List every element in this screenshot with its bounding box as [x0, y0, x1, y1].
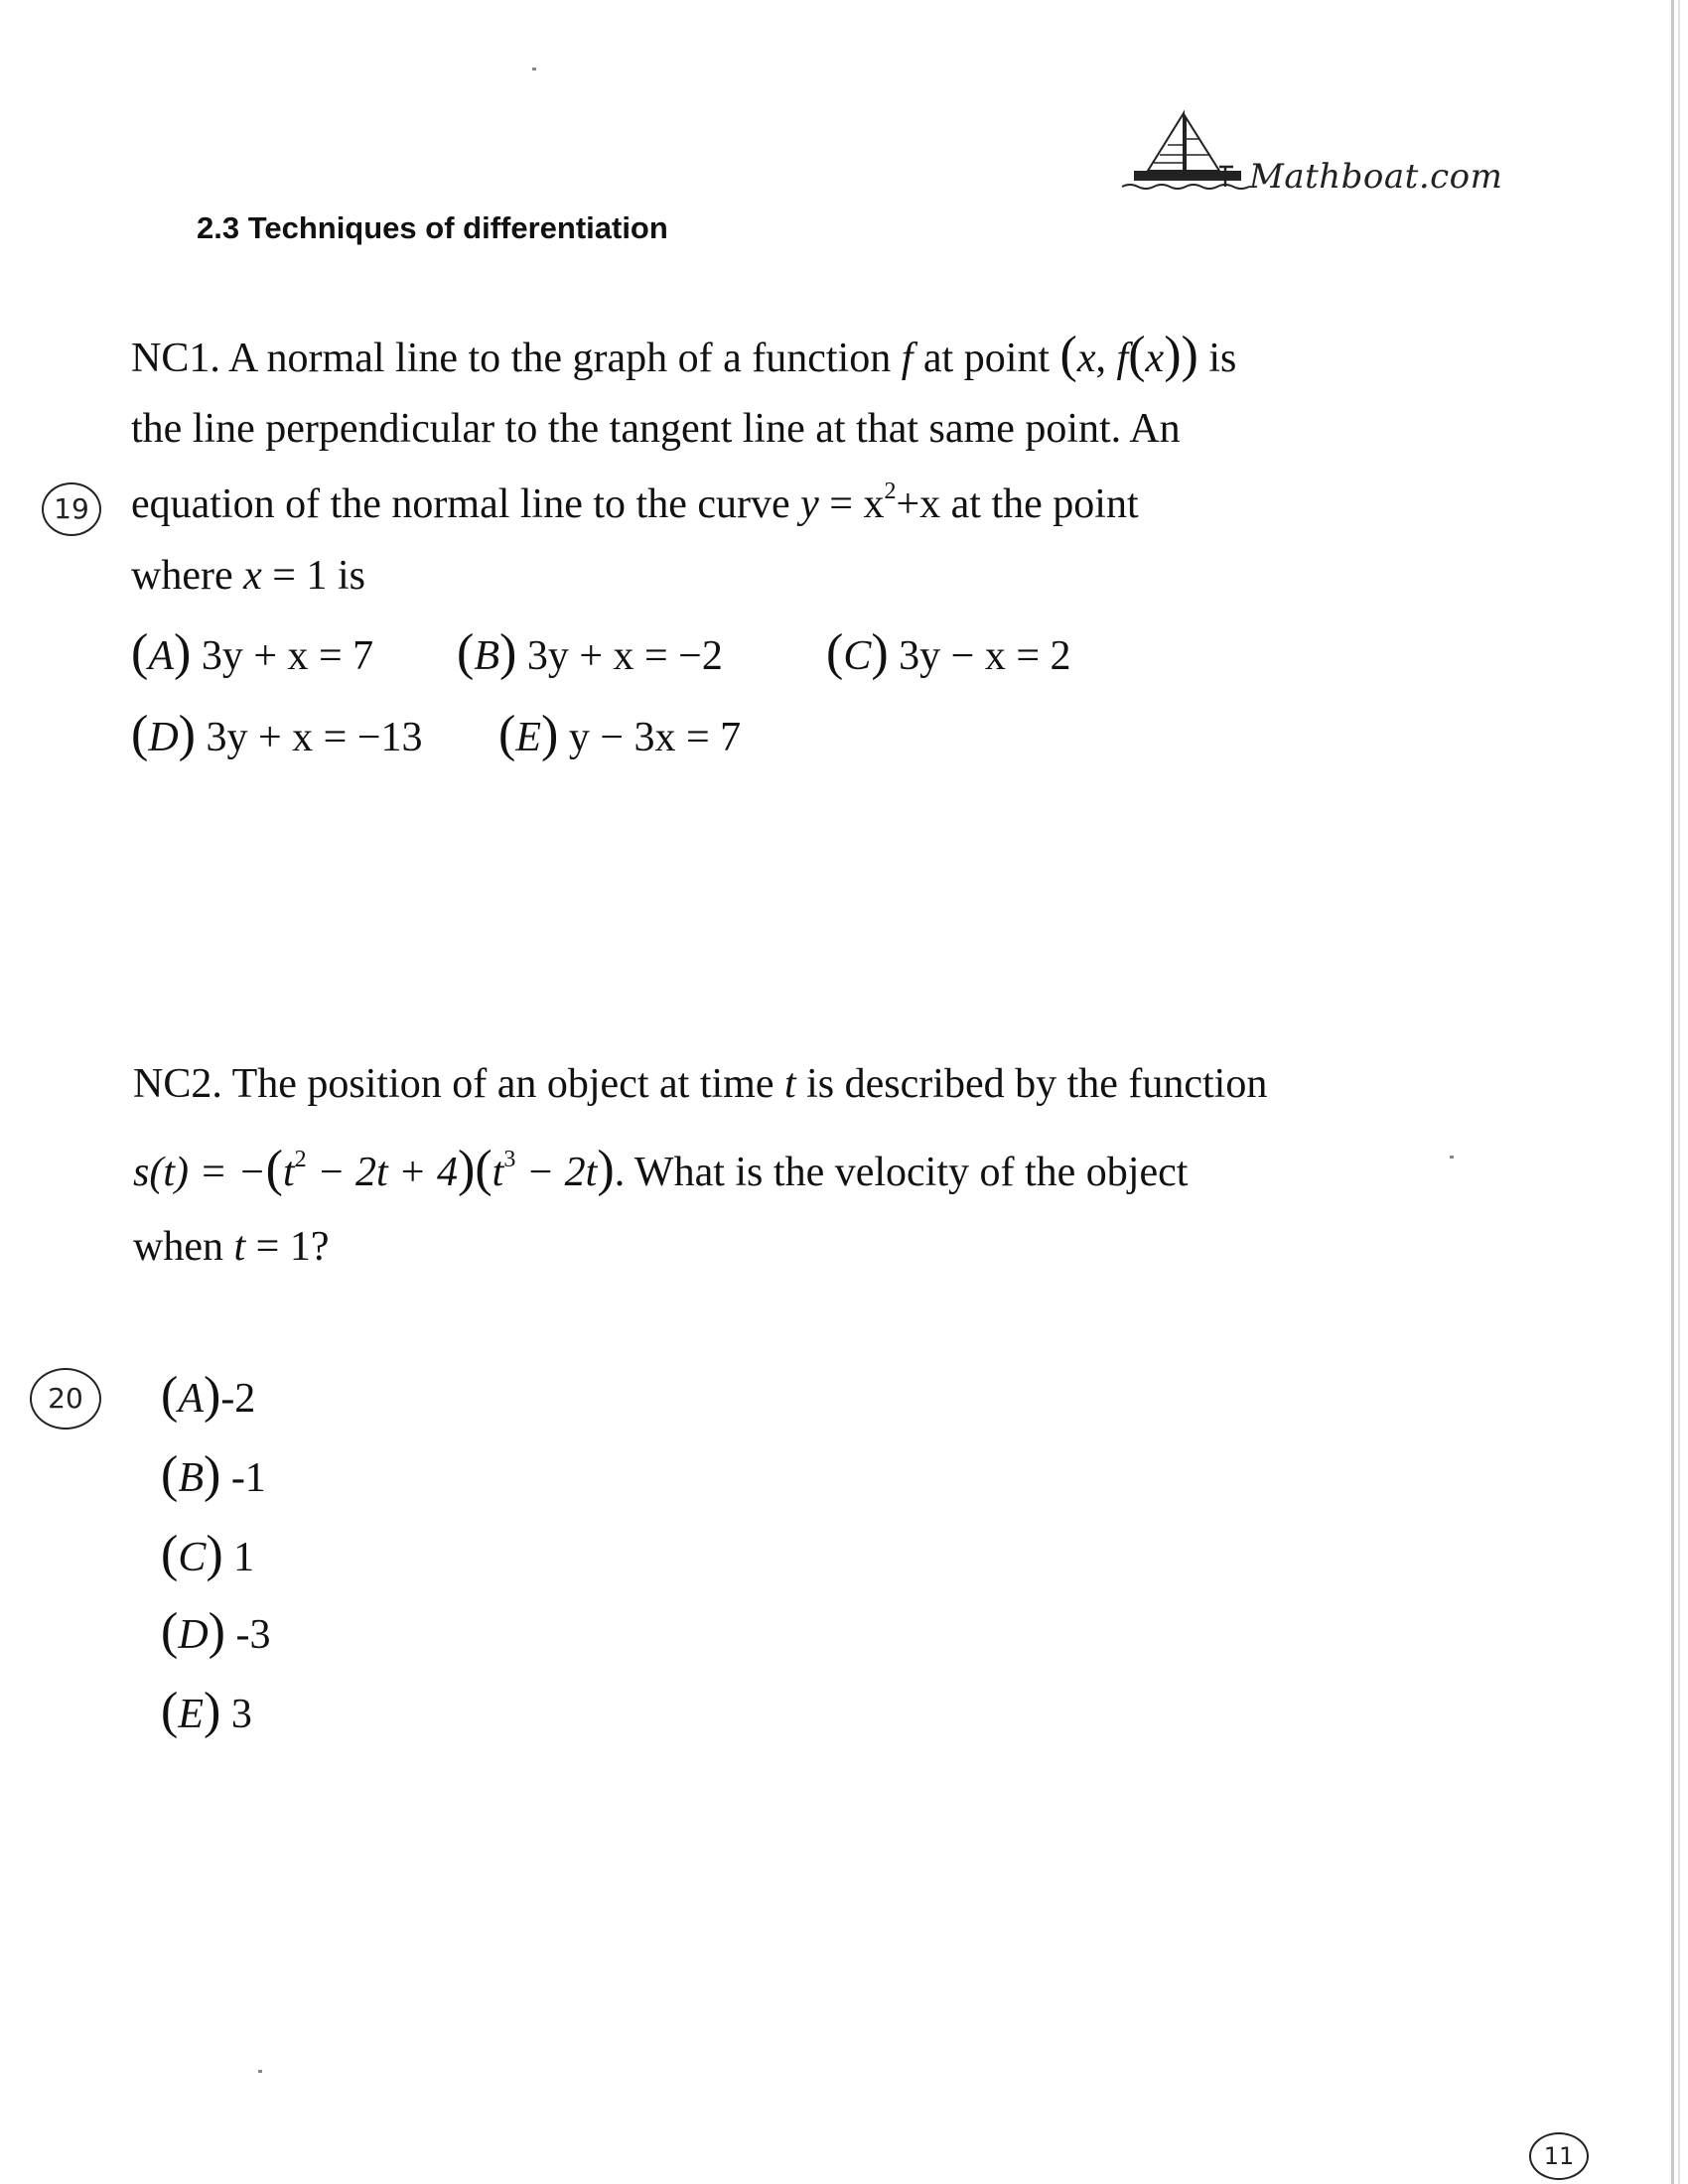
q2-choice-c[interactable]: (C) 1	[161, 1526, 255, 1582]
q1-line-1: NC1. A normal line to the graph of a function f at point (x, f(x)) is	[131, 327, 1237, 383]
q1-choice-c[interactable]: (C) 3y − x = 2	[826, 624, 1071, 681]
q2-choice-a[interactable]: (A)-2	[161, 1367, 256, 1424]
page-edge	[1671, 0, 1674, 2184]
q1-choice-b[interactable]: (B) 3y + x = −2	[457, 624, 723, 681]
page-edge-shadow	[1678, 0, 1680, 2184]
handwritten-question-number: 19	[42, 482, 101, 536]
speck	[532, 68, 536, 70]
q2-label: NC2.	[133, 1061, 222, 1107]
speck	[1450, 1156, 1454, 1159]
section-title: 2.3 Techniques of differentiation	[197, 210, 668, 245]
q1-label: NC1.	[131, 336, 220, 381]
q2-line-1: NC2. The position of an object at time t is described by the function	[133, 1061, 1268, 1107]
q2-choice-d[interactable]: (D) -3	[161, 1603, 271, 1660]
q2-line-3: when t = 1?	[133, 1224, 330, 1270]
q1-choice-a[interactable]: (A) 3y + x = 7	[131, 624, 374, 681]
sailboat-logo-icon	[1120, 109, 1259, 195]
handwritten-question-number: 20	[30, 1368, 101, 1430]
q1-choice-d[interactable]: (D) 3y + x = −13	[131, 706, 423, 762]
q1-line-4: where x = 1 is	[131, 553, 365, 599]
q2-formula-line: $s(t) = -(t^2 - 2t + 4)(t^3 - 2t)$. What is the velocity of the object	[133, 1141, 1189, 1197]
q2-choice-e[interactable]: (E) 3	[161, 1683, 252, 1739]
q2-choice-b[interactable]: (B) -1	[161, 1446, 266, 1503]
q1-choice-e[interactable]: (E) y − 3x = 7	[498, 706, 742, 762]
q1-line-3: equation of the normal line to the curve $y = x^2+x$ at the point	[131, 478, 1139, 527]
speck	[258, 2070, 262, 2073]
brand-name: Mathboat.com	[1249, 157, 1503, 197]
page-number: 11	[1529, 2132, 1589, 2180]
q1-line-2: the line perpendicular to the tangent line at that same point. An	[131, 406, 1181, 452]
